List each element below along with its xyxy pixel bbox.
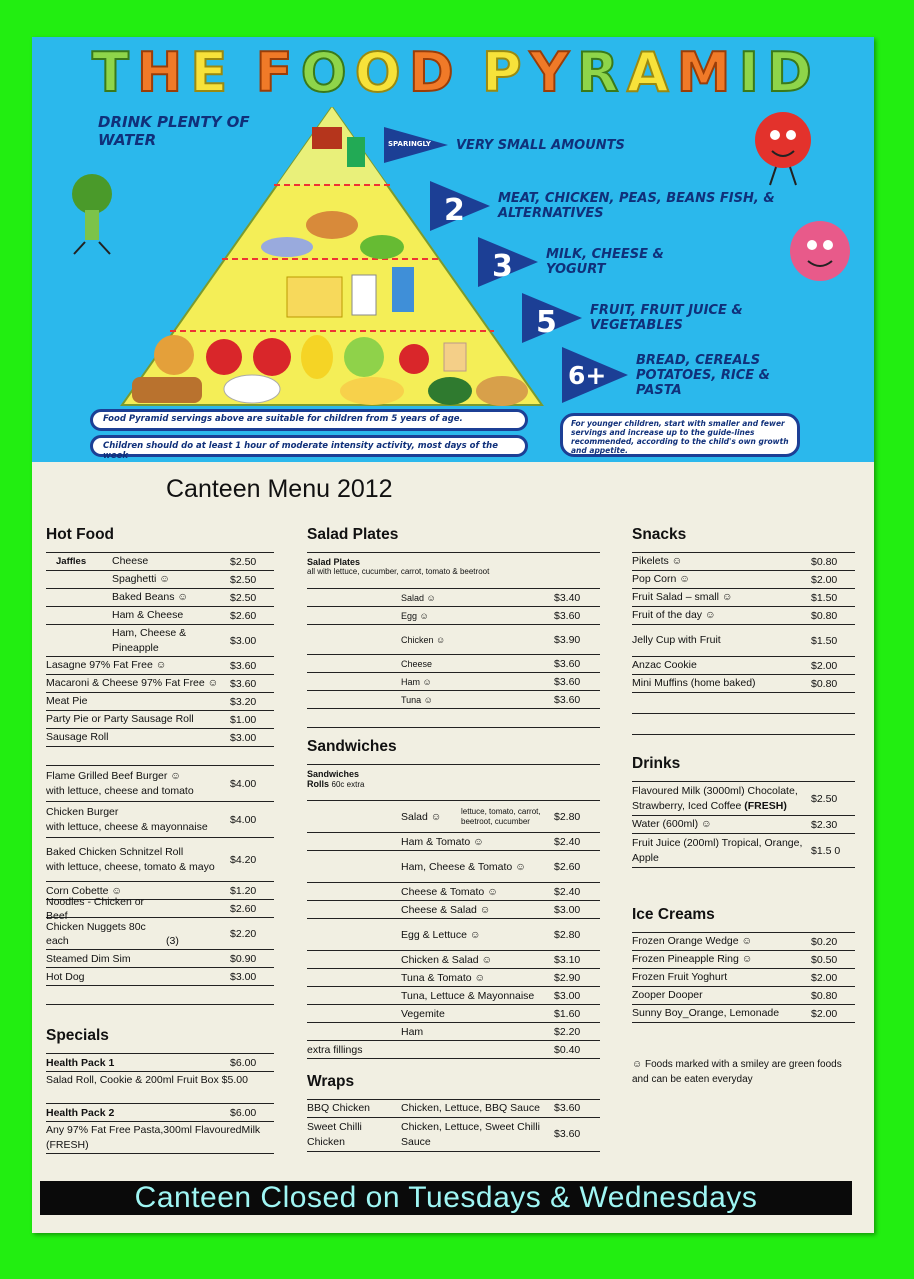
item-name: Ham, Cheese & Tomato ☺ bbox=[401, 860, 526, 873]
jaffle-price: $2.50 bbox=[230, 555, 257, 568]
item-price: $2.00 bbox=[811, 659, 838, 672]
note-servings: Food Pyramid servings above are suitable for children from 5 years of age. bbox=[90, 409, 528, 431]
item-name: Flame Grilled Beef Burger ☺ bbox=[46, 769, 182, 782]
item-name: Anzac Cookie bbox=[632, 659, 697, 671]
jaffles-list bbox=[46, 553, 274, 657]
item-price: $0.80 bbox=[811, 555, 838, 568]
item-name: Sunny Boy_Orange, Lemonade bbox=[632, 1007, 780, 1019]
item-fresh: (FRESH) bbox=[744, 799, 787, 812]
item-price: $3.60 bbox=[554, 657, 581, 670]
item-price: $1.20 bbox=[230, 884, 257, 897]
tomato-character-icon bbox=[748, 105, 818, 190]
special-pack-desc: Any 97% Fat Free Pasta,300ml FlavouredMilk (FRESH) bbox=[46, 1122, 274, 1154]
item-name: Water (600ml) ☺ bbox=[632, 818, 712, 830]
item-price: $0.80 bbox=[811, 677, 838, 690]
jaffle-price: $3.00 bbox=[230, 634, 257, 647]
rolls-note: 60c extra bbox=[331, 780, 365, 789]
pack-name: Health Pack 1 bbox=[46, 1056, 115, 1069]
hot-food-row bbox=[46, 895, 274, 922]
item-price: $2.60 bbox=[230, 902, 257, 915]
sandwiches-subheading: Sandwiches bbox=[307, 769, 360, 779]
serves-number: 2 bbox=[444, 193, 465, 228]
item-price: $0.80 bbox=[811, 989, 838, 1002]
item-price: $1.00 bbox=[230, 713, 257, 726]
spacer-row bbox=[632, 714, 855, 735]
item-name: Sausage Roll bbox=[46, 731, 109, 743]
group-label: FRUIT, FRUIT JUICE & VEGETABLES bbox=[590, 303, 743, 333]
item-text bbox=[46, 805, 230, 835]
item-name: Baked Chicken Schnitzel Roll bbox=[46, 845, 184, 858]
item-text bbox=[46, 769, 230, 799]
item-desc: lettuce, tomato, carrot, beetroot, cucumber bbox=[461, 806, 541, 826]
item-price: $3.00 bbox=[554, 903, 581, 916]
spacer-row bbox=[632, 693, 855, 714]
specials-list bbox=[46, 1054, 274, 1154]
jaffle-name: Ham & Cheese bbox=[112, 609, 184, 621]
item-price: $2.00 bbox=[811, 1007, 838, 1020]
item-name: Cheese & Tomato ☺ bbox=[401, 885, 498, 898]
drink-row bbox=[632, 816, 855, 834]
item-price: $4.00 bbox=[230, 777, 257, 790]
hot-food-row bbox=[46, 766, 274, 802]
item-name: Chicken Nuggets 80c each bbox=[46, 920, 146, 947]
snacks-drinks-column bbox=[632, 526, 855, 1087]
item-text bbox=[46, 845, 230, 875]
item-name: Chicken ☺ bbox=[401, 634, 446, 645]
ice-cream-row bbox=[632, 969, 855, 987]
item-name: Salad ☺ bbox=[401, 810, 442, 823]
specials-heading: Specials bbox=[46, 1027, 274, 1054]
item-name: Mini Muffins (home baked) bbox=[632, 677, 756, 689]
salad-plate-row bbox=[307, 673, 600, 691]
group-label: BREAD, CEREALS POTATOES, RICE & PASTA bbox=[636, 352, 771, 398]
sandwich-row bbox=[307, 833, 600, 851]
item-text bbox=[632, 836, 811, 866]
title-letter: D bbox=[766, 40, 812, 104]
jaffle-name: Ham, Cheese & Pineapple bbox=[112, 626, 187, 654]
item-name: Chicken Burger bbox=[46, 805, 119, 818]
snack-row bbox=[632, 589, 855, 607]
sandwich-row bbox=[307, 1023, 600, 1041]
sandwich-row bbox=[307, 1005, 600, 1023]
extra-fillings-price: $0.40 bbox=[554, 1043, 581, 1056]
hot-food-list bbox=[46, 657, 274, 747]
serves-number: 6+ bbox=[568, 361, 607, 390]
spacer-row bbox=[46, 747, 274, 766]
rolls-label: Rolls bbox=[307, 779, 330, 789]
salad-plate-row bbox=[307, 691, 600, 709]
wrap-row bbox=[307, 1118, 600, 1152]
item-extra: (3) bbox=[166, 934, 179, 947]
item-name: Fruit Juice (200ml) Tropical, Orange, Apple bbox=[632, 836, 803, 864]
hot-food-row bbox=[46, 711, 274, 729]
hot-food-burgers-list bbox=[46, 766, 274, 882]
ice-cream-row bbox=[632, 987, 855, 1005]
jaffle-price: $2.60 bbox=[230, 609, 257, 622]
sandwich-row bbox=[307, 801, 600, 833]
item-price: $3.00 bbox=[230, 970, 257, 983]
item-price: $2.00 bbox=[811, 971, 838, 984]
title-letter: T bbox=[92, 40, 129, 104]
hot-food-heading: Hot Food bbox=[46, 526, 274, 553]
item-name: Tuna & Tomato ☺ bbox=[401, 971, 486, 984]
broccoli-character-icon bbox=[52, 172, 132, 257]
item-price: $3.60 bbox=[230, 659, 257, 672]
sandwich-row bbox=[307, 901, 600, 919]
item-name: Macaroni & Cheese 97% Fat Free ☺ bbox=[46, 677, 219, 689]
title-letter: A bbox=[626, 40, 669, 104]
item-price: $4.00 bbox=[230, 813, 257, 826]
drink-row bbox=[632, 834, 855, 868]
item-name: Noodles - Chicken or Beef bbox=[46, 895, 145, 922]
ice-cream-row bbox=[632, 951, 855, 969]
item-name: Ham bbox=[401, 1025, 424, 1038]
item-name: Salad ☺ bbox=[401, 592, 436, 603]
item-price: $2.40 bbox=[554, 885, 581, 898]
snack-row bbox=[632, 675, 855, 693]
salad-plates-heading: Salad Plates bbox=[307, 526, 600, 553]
item-name: Frozen Fruit Yoghurt bbox=[632, 971, 728, 983]
wrap-name: Sweet Chilli Chicken bbox=[307, 1120, 362, 1148]
snack-row bbox=[632, 571, 855, 589]
drinks-heading: Drinks bbox=[632, 755, 855, 782]
item-price: $3.00 bbox=[554, 989, 581, 1002]
sandwich-row bbox=[307, 951, 600, 969]
item-price: $3.90 bbox=[554, 633, 581, 646]
hot-food-row bbox=[46, 918, 274, 950]
item-price: $3.00 bbox=[230, 731, 257, 744]
jaffle-row bbox=[46, 553, 274, 571]
special-pack-row bbox=[46, 1104, 274, 1122]
sparingly-tag: SPARINGLY bbox=[388, 140, 431, 148]
food-group-6plus bbox=[562, 347, 806, 403]
food-pyramid-panel bbox=[32, 37, 874, 462]
title-letter: R bbox=[577, 40, 619, 104]
jaffle-row bbox=[46, 625, 274, 657]
sandwich-row bbox=[307, 987, 600, 1005]
hot-food-row bbox=[46, 802, 274, 838]
item-price: $2.80 bbox=[554, 928, 581, 941]
snack-row bbox=[632, 553, 855, 571]
spacer-row bbox=[46, 986, 274, 1005]
title-letter: P bbox=[482, 40, 522, 104]
wraps-heading: Wraps bbox=[307, 1073, 600, 1100]
wrap-desc: Chicken, Lettuce, BBQ Sauce bbox=[401, 1102, 540, 1114]
item-text bbox=[632, 817, 811, 832]
food-group-5 bbox=[522, 293, 770, 343]
jaffle-name: Cheese bbox=[112, 555, 149, 567]
ball-character-icon bbox=[784, 215, 860, 295]
item-name: Tuna, Lettuce & Mayonnaise bbox=[401, 989, 535, 1002]
item-price: $2.30 bbox=[811, 818, 838, 831]
item-price: $0.90 bbox=[230, 952, 257, 965]
item-name: Jelly Cup with Fruit bbox=[632, 634, 721, 646]
drink-row bbox=[632, 782, 855, 816]
item-price: $1.50 bbox=[811, 634, 838, 647]
ice-creams-list bbox=[632, 933, 855, 1023]
ice-creams-heading: Ice Creams bbox=[632, 906, 855, 933]
hot-food-row bbox=[46, 838, 274, 882]
item-price: $2.80 bbox=[554, 810, 581, 823]
sandwiches-list bbox=[307, 801, 600, 1041]
salad-plate-row bbox=[307, 589, 600, 607]
menu-poster bbox=[32, 37, 874, 1233]
spacer-row bbox=[307, 709, 600, 728]
ice-cream-row bbox=[632, 1005, 855, 1023]
salad-plates-subheading: Salad Plates bbox=[307, 557, 361, 567]
item-name: Frozen Pineapple Ring ☺ bbox=[632, 953, 753, 965]
item-name: Frozen Orange Wedge ☺ bbox=[632, 935, 753, 947]
title-letter: H bbox=[137, 40, 183, 104]
pack-price: $6.00 bbox=[230, 1106, 257, 1119]
item-name: Flavoured Milk (3000ml) Chocolate, Strawberry, Iced Coffee bbox=[632, 784, 798, 812]
jaffles-label: Jaffles bbox=[56, 556, 87, 567]
water-text: DRINK PLENTY OF WATER bbox=[98, 113, 250, 149]
item-price: $3.10 bbox=[554, 953, 581, 966]
sandwich-row bbox=[307, 851, 600, 883]
hot-food-row bbox=[46, 968, 274, 986]
item-name: Steamed Dim Sim bbox=[46, 952, 131, 965]
extra-fillings-row bbox=[307, 1041, 600, 1059]
item-text bbox=[46, 952, 230, 966]
item-desc: with lettuce, cheese and tomato bbox=[46, 784, 194, 797]
item-price: $2.90 bbox=[554, 971, 581, 984]
salad-plate-row bbox=[307, 625, 600, 655]
item-name: Corn Cobette ☺ bbox=[46, 884, 123, 897]
item-name: Ham & Tomato ☺ bbox=[401, 835, 484, 848]
hot-food-other-list bbox=[46, 882, 274, 986]
snack-row bbox=[632, 607, 855, 625]
item-name: Cheese bbox=[401, 658, 433, 669]
salad-plates-list bbox=[307, 589, 600, 709]
item-price: $1.50 bbox=[811, 591, 838, 604]
food-group-sparingly bbox=[384, 125, 716, 165]
snack-row bbox=[632, 657, 855, 675]
wrap-name: BBQ Chicken bbox=[307, 1102, 371, 1114]
salad-plates-intro bbox=[307, 553, 600, 589]
item-price: $3.20 bbox=[230, 695, 257, 708]
item-desc: with lettuce, cheese, tomato & mayo bbox=[46, 860, 215, 873]
note-activity: Children should do at least 1 hour of moderate intensity activity, most days of the week bbox=[90, 435, 528, 457]
item-price: $2.20 bbox=[554, 1025, 581, 1038]
title-letter: I bbox=[738, 40, 759, 104]
title-letter: Y bbox=[529, 40, 569, 104]
item-name: Chicken & Salad ☺ bbox=[401, 953, 493, 966]
jaffle-price: $2.50 bbox=[230, 591, 257, 604]
item-name: Tuna ☺ bbox=[401, 694, 433, 705]
special-pack-row bbox=[46, 1054, 274, 1072]
sandwich-row bbox=[307, 883, 600, 901]
jaffle-name: Baked Beans ☺ bbox=[112, 591, 189, 603]
wrap-row bbox=[307, 1100, 600, 1118]
item-price: $2.50 bbox=[811, 792, 838, 805]
item-price: $2.40 bbox=[554, 835, 581, 848]
item-name: Ham ☺ bbox=[401, 676, 432, 687]
extra-fillings-label: extra fillings bbox=[307, 1043, 363, 1056]
ice-cream-row bbox=[632, 933, 855, 951]
title-letter: O bbox=[354, 40, 401, 104]
group-label: MILK, CHEESE & YOGURT bbox=[546, 247, 664, 277]
item-price: $4.20 bbox=[230, 853, 257, 866]
item-price: $1.60 bbox=[554, 1007, 581, 1020]
title-letter: M bbox=[676, 40, 731, 104]
item-name: Fruit Salad – small ☺ bbox=[632, 591, 733, 603]
pack-name: Health Pack 2 bbox=[46, 1106, 115, 1119]
hot-food-row bbox=[46, 729, 274, 747]
snacks-heading: Snacks bbox=[632, 526, 855, 553]
wrap-price: $3.60 bbox=[554, 1102, 581, 1114]
item-price: $3.60 bbox=[554, 693, 581, 706]
snack-row bbox=[632, 625, 855, 657]
item-name: Party Pie or Party Sausage Roll bbox=[46, 713, 194, 725]
group-label: VERY SMALL AMOUNTS bbox=[456, 137, 625, 153]
item-text bbox=[46, 970, 230, 984]
item-name: Pop Corn ☺ bbox=[632, 573, 690, 585]
item-price: $3.40 bbox=[554, 591, 581, 604]
food-group-3 bbox=[478, 237, 706, 287]
item-name: Lasagne 97% Fat Free ☺ bbox=[46, 659, 167, 671]
title-letter: D bbox=[408, 40, 454, 104]
sandwich-row bbox=[307, 919, 600, 951]
item-price: $3.60 bbox=[554, 609, 581, 622]
pack-price: $6.00 bbox=[230, 1056, 257, 1069]
item-name: Meat Pie bbox=[46, 695, 88, 707]
jaffle-row bbox=[46, 589, 274, 607]
item-price: $3.60 bbox=[554, 675, 581, 688]
hot-food-row bbox=[46, 693, 274, 711]
item-price: $2.60 bbox=[554, 860, 581, 873]
jaffle-name: Spaghetti ☺ bbox=[112, 573, 171, 585]
item-name: Egg ☺ bbox=[401, 610, 429, 621]
menu-title: Canteen Menu 2012 bbox=[166, 475, 393, 503]
title-letter: F bbox=[255, 40, 293, 104]
item-price: $1.5 0 bbox=[811, 844, 841, 857]
closed-days-banner: Canteen Closed on Tuesdays & Wednesdays bbox=[40, 1181, 852, 1215]
note-younger-children: For younger children, start with smaller and fewer servings and increase up to the guide-lines recommended, according to the child's own growth and appetite. bbox=[560, 413, 800, 457]
smiley-footnote: ☺ Foods marked with a smiley are green foods and can be eaten everyday bbox=[632, 1059, 842, 1085]
salad-plate-row bbox=[307, 655, 600, 673]
hot-food-column bbox=[46, 526, 274, 1154]
item-price: $2.00 bbox=[811, 573, 838, 586]
group-label: MEAT, CHICKEN, PEAS, BEANS FISH, & ALTERNATIVES bbox=[498, 191, 775, 221]
jaffle-price: $2.50 bbox=[230, 573, 257, 586]
hot-food-row bbox=[46, 657, 274, 675]
wrap-desc: Chicken, Lettuce, Sweet Chilli Sauce bbox=[401, 1120, 540, 1148]
serves-number: 5 bbox=[536, 305, 557, 340]
item-desc: with lettuce, cheese & mayonnaise bbox=[46, 820, 208, 833]
pyramid-title bbox=[92, 41, 812, 103]
food-group-2 bbox=[430, 181, 778, 231]
item-name: Egg & Lettuce ☺ bbox=[401, 928, 481, 941]
sandwiches-heading: Sandwiches bbox=[307, 738, 600, 765]
item-name: Hot Dog bbox=[46, 970, 85, 983]
item-price: $0.20 bbox=[811, 935, 838, 948]
item-name: Fruit of the day ☺ bbox=[632, 609, 716, 621]
salad-plates-note: all with lettuce, cucumber, carrot, tomato & beetroot bbox=[307, 567, 490, 576]
wrap-price: $3.60 bbox=[554, 1128, 581, 1140]
item-text bbox=[46, 920, 230, 948]
title-letter: E bbox=[190, 40, 228, 104]
item-name: Pikelets ☺ bbox=[632, 555, 683, 567]
salad-plate-row bbox=[307, 607, 600, 625]
sandwiches-intro bbox=[307, 765, 600, 801]
snacks-list bbox=[632, 553, 855, 693]
item-price: $0.80 bbox=[811, 609, 838, 622]
serves-number: 3 bbox=[492, 249, 513, 284]
item-text bbox=[46, 895, 230, 923]
item-price: $2.20 bbox=[230, 927, 257, 940]
jaffle-row bbox=[46, 607, 274, 625]
salad-sandwich-column bbox=[307, 526, 600, 1152]
special-pack-desc: Salad Roll, Cookie & 200ml Fruit Box $5.00 bbox=[46, 1072, 274, 1104]
item-text bbox=[632, 784, 811, 814]
item-name: Zooper Dooper bbox=[632, 989, 703, 1001]
hot-food-row bbox=[46, 950, 274, 968]
wraps-list bbox=[307, 1100, 600, 1152]
drinks-list bbox=[632, 782, 855, 868]
sandwich-row bbox=[307, 969, 600, 987]
jaffle-row bbox=[46, 571, 274, 589]
item-price: $0.50 bbox=[811, 953, 838, 966]
item-name: Vegemite bbox=[401, 1007, 445, 1020]
item-name: Cheese & Salad ☺ bbox=[401, 903, 491, 916]
title-letter: O bbox=[300, 40, 347, 104]
hot-food-row bbox=[46, 675, 274, 693]
item-price: $3.60 bbox=[230, 677, 257, 690]
